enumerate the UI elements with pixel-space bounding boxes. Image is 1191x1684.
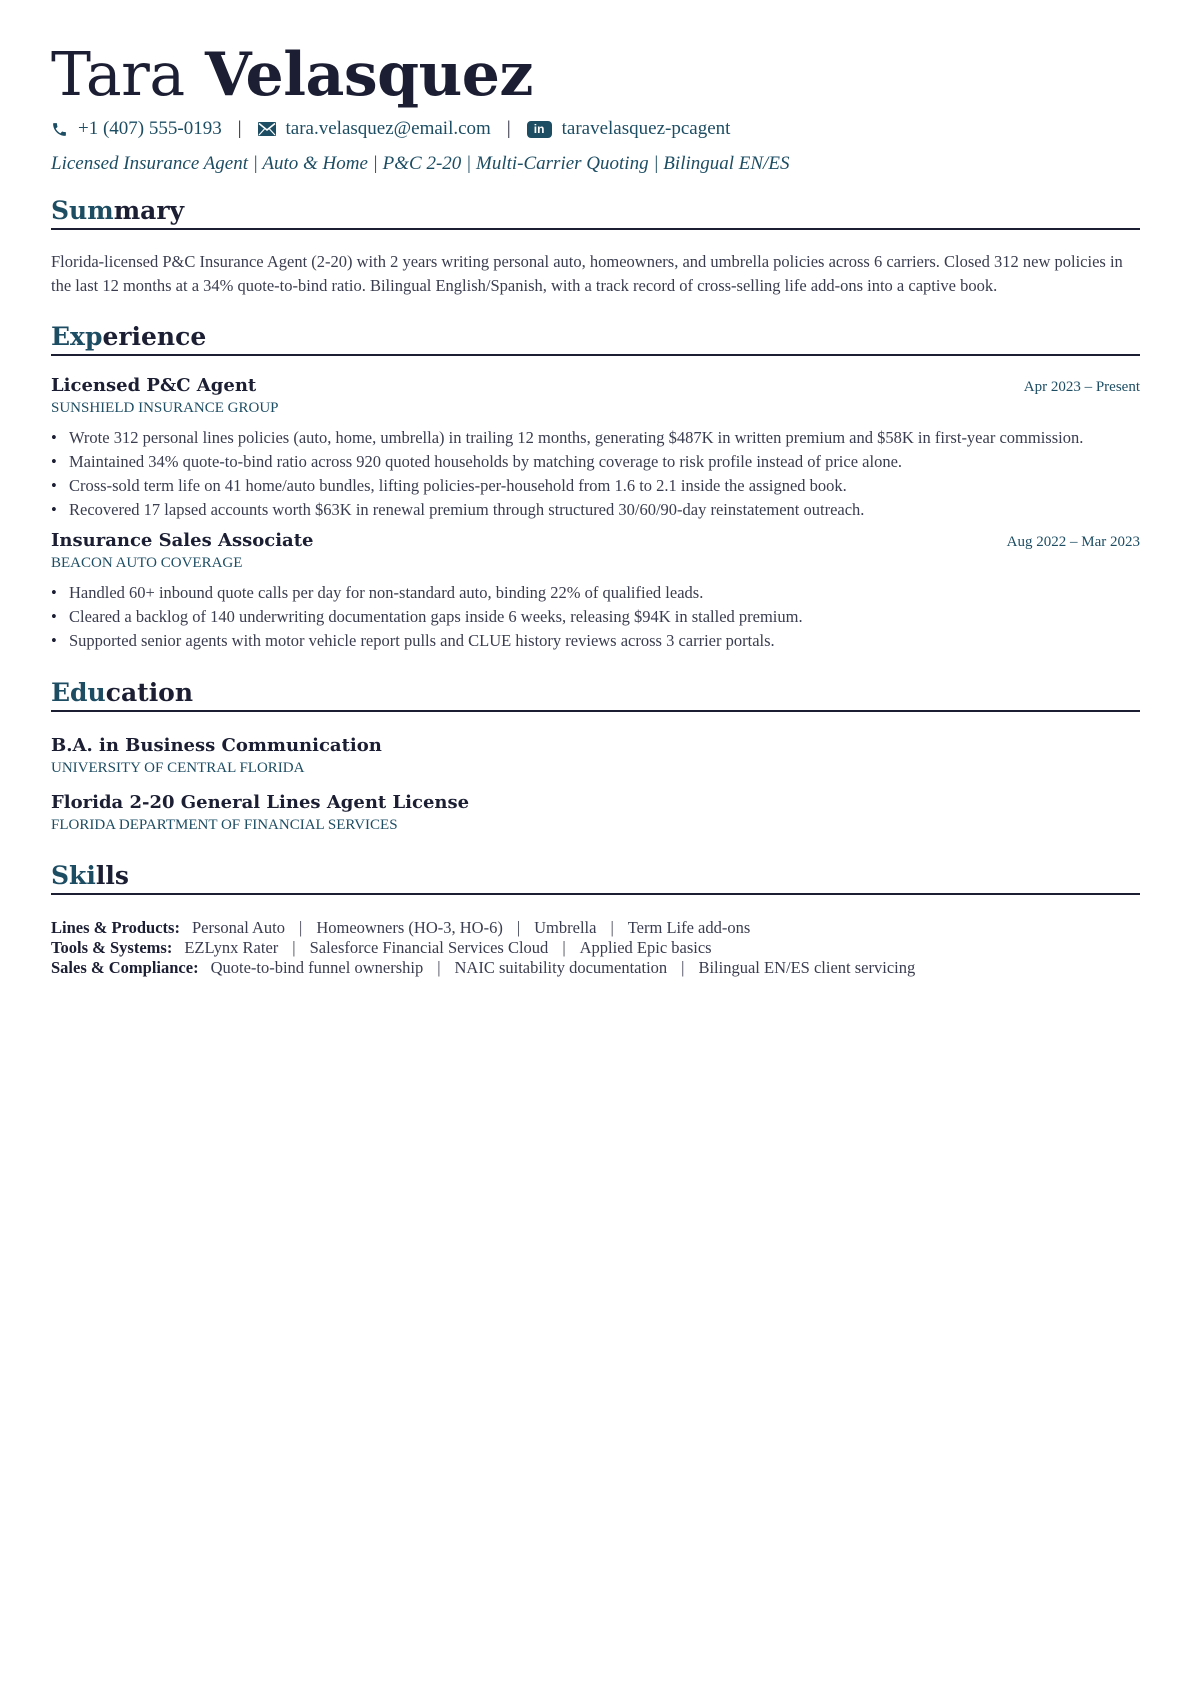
skill-separator: |	[299, 918, 303, 937]
email-address: tara.velasquez@email.com	[285, 118, 491, 139]
skill-item: Term Life add-ons	[627, 918, 751, 937]
heading-rest: cation	[105, 678, 194, 707]
contact-separator: |	[506, 118, 511, 139]
skill-row	[51, 958, 1140, 978]
education-section	[51, 677, 1140, 834]
phone-number: +1 (407) 555-0193	[78, 118, 222, 139]
last-name: Velasquez	[204, 40, 533, 110]
heading-rest: erience	[102, 322, 207, 351]
skill-category: Sales & Compliance:	[51, 958, 199, 977]
bullet-item: • Handled 60+ inbound quote calls per day for non-standard auto, binding 22% of qualified leads.	[51, 581, 1140, 605]
institution-name: FLORIDA DEPARTMENT OF FINANCIAL SERVICES	[51, 817, 398, 833]
envelope-icon	[258, 122, 276, 136]
skill-item: Homeowners (HO-3, HO-6)	[316, 918, 503, 937]
summary-section	[51, 195, 1140, 298]
skill-item: Bilingual EN/ES client servicing	[698, 958, 916, 977]
education-entry	[51, 735, 1140, 777]
skill-item: Personal Auto	[191, 918, 285, 937]
heading-accent: Sum	[51, 196, 114, 225]
skill-separator: |	[516, 918, 521, 937]
skill-item: Salesforce Financial Services Cloud	[309, 938, 549, 957]
skill-item: NAIC suitability documentation	[454, 958, 668, 977]
skill-item: Applied Epic basics	[579, 938, 712, 957]
section-heading-education	[51, 677, 1140, 712]
contact-email[interactable]	[258, 118, 491, 140]
bullet-item: • Supported senior agents with motor vehicle report pulls and CLUE history reviews across 3 carrier portals.	[51, 629, 1140, 653]
skill-item: Umbrella	[534, 918, 597, 937]
skill-separator: |	[610, 918, 614, 937]
section-heading-summary	[51, 195, 1140, 230]
bullet-item: • Cross-sold term life on 41 home/auto bundles, lifting policies-per-household from 1.6 to 2.1 inside the assigned book.	[51, 474, 1140, 498]
institution-name: UNIVERSITY OF CENTRAL FLORIDA	[51, 760, 305, 776]
job-header	[51, 375, 1140, 396]
linkedin-icon: in	[527, 121, 552, 138]
heading-accent: Edu	[51, 678, 106, 707]
skill-category: Lines & Products:	[51, 918, 180, 937]
contact-phone[interactable]	[51, 118, 222, 140]
employer-name: BEACON AUTO COVERAGE	[51, 555, 243, 571]
experience-section	[51, 321, 1140, 653]
summary-paragraph: Florida-licensed P&C Insurance Agent (2-20) with 2 years writing personal auto, homeowners, and umbrella policies across 6 carriers. Closed 312 new policies in the last 12 months at a 34% quote-to-bind ratio. Bilingual English/Spanish, with a track record of cross-selling life add-ons into a captive book.	[51, 252, 1123, 295]
job-title: Licensed P&C Agent	[51, 375, 257, 396]
skills-list	[51, 918, 1140, 978]
section-heading-skills	[51, 860, 1140, 895]
skill-item: Quote-to-bind funnel ownership	[210, 958, 424, 977]
skill-separator: |	[437, 958, 441, 977]
job-bullets	[51, 581, 1140, 653]
skill-category: Tools & Systems:	[51, 938, 173, 957]
bullet-item: • Wrote 312 personal lines policies (auto, home, umbrella) in trailing 12 months, generating $487K in written premium and $58K in first-year commission.	[51, 426, 1140, 450]
resume-header	[51, 38, 1140, 175]
skill-row	[51, 938, 1140, 958]
skill-row	[51, 918, 1140, 938]
education-entry	[51, 792, 1140, 834]
degree-title: B.A. in Business Communication	[51, 735, 382, 756]
contact-separator: |	[237, 118, 242, 139]
skill-separator: |	[562, 938, 566, 957]
skill-item: EZLynx Rater	[184, 938, 279, 957]
contact-bar	[51, 116, 1140, 142]
skills-section	[51, 860, 1140, 978]
section-heading-experience	[51, 321, 1140, 356]
bullet-item: • Maintained 34% quote-to-bind ratio across 920 quoted households by matching coverage to risk profile instead of price alone.	[51, 450, 1140, 474]
skill-separator: |	[681, 958, 685, 977]
heading-accent: Ski	[51, 861, 96, 890]
skill-separator: |	[292, 938, 296, 957]
job-entry	[51, 530, 1140, 653]
job-title: Insurance Sales Associate	[51, 530, 314, 551]
headline-tagline: Licensed Insurance Agent | Auto & Home | P&C 2-20 | Multi-Carrier Quoting | Bilingual EN/ES	[51, 153, 790, 174]
linkedin-handle: taravelasquez-pcagent	[561, 118, 731, 139]
contact-linkedin[interactable]	[527, 118, 731, 140]
job-header	[51, 530, 1140, 551]
bullet-item: • Cleared a backlog of 140 underwriting documentation gaps inside 6 weeks, releasing $94K in stalled premium.	[51, 605, 1140, 629]
phone-icon	[51, 121, 68, 138]
job-dates: Apr 2023 – Present	[1023, 379, 1140, 395]
degree-title: Florida 2-20 General Lines Agent License	[51, 792, 470, 813]
heading-rest: mary	[113, 196, 185, 225]
heading-rest: lls	[95, 861, 129, 890]
heading-accent: Exp	[51, 322, 103, 351]
candidate-name	[51, 38, 1140, 112]
bullet-item: • Recovered 17 lapsed accounts worth $63K in renewal premium through structured 30/60/90-day reinstatement outreach.	[51, 498, 1140, 522]
job-bullets	[51, 426, 1140, 522]
job-entry	[51, 375, 1140, 522]
job-dates: Aug 2022 – Mar 2023	[1006, 534, 1140, 550]
first-name: Tara	[51, 40, 185, 110]
employer-name: SUNSHIELD INSURANCE GROUP	[51, 400, 279, 416]
